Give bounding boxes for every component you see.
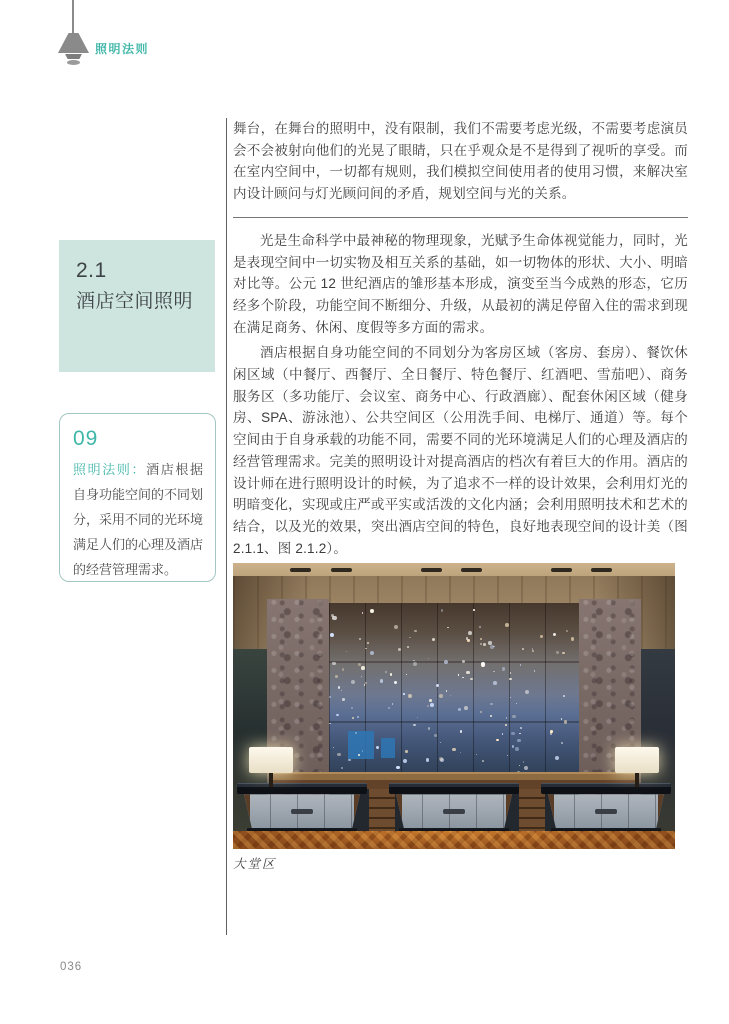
photo-desk-handle [443, 809, 465, 814]
sparkle-dot [571, 637, 575, 641]
sparkle-dot [362, 612, 363, 613]
photo-sparkle-dots [329, 603, 579, 781]
sparkle-dot [550, 732, 552, 734]
sparkle-dot [440, 742, 441, 743]
sparkle-dot [361, 666, 364, 669]
photo-desk-top [237, 783, 367, 794]
sparkle-dot [490, 645, 494, 649]
sparkle-dot [346, 651, 347, 652]
sparkle-dot [427, 705, 429, 707]
lighting-rule-callout [59, 413, 216, 582]
sparkle-dot [517, 739, 520, 742]
sparkle-dot [385, 671, 387, 673]
sparkle-dot [509, 678, 511, 680]
sparkle-dot [394, 625, 398, 629]
sparkle-dot [540, 635, 542, 637]
sparkle-dot [429, 699, 432, 702]
sparkle-dot [506, 717, 507, 718]
sparkle-dot [490, 715, 492, 717]
sparkle-dot [562, 652, 564, 654]
sparkle-dot [341, 767, 343, 769]
lamp-ring [63, 54, 84, 59]
photo-recessed-light [591, 568, 612, 572]
photo-reception-desk [241, 783, 363, 835]
sparkle-dot [460, 752, 461, 753]
sparkle-dot [333, 747, 334, 748]
sparkle-dot [473, 609, 475, 611]
photo-recessed-light [331, 568, 352, 572]
sparkle-dot [450, 695, 451, 696]
rule-text [73, 457, 203, 582]
section-title: 酒店空间照明 [76, 291, 194, 312]
photo-recessed-light [421, 568, 442, 572]
photo-drawer-cabinet [369, 789, 395, 833]
sparkle-dot [482, 760, 484, 762]
sparkle-dot [446, 690, 447, 691]
rule-label: 照明法则： [73, 462, 147, 477]
sparkle-dot [447, 627, 449, 629]
sparkle-dot [507, 755, 508, 756]
chapter-header-label: 照明法则 [95, 42, 150, 56]
hotel-lobby-photo [233, 563, 675, 849]
sparkle-dot [392, 703, 393, 704]
sparkle-dot [332, 662, 335, 665]
sparkle-dot [480, 711, 482, 713]
rule-number: 09 [73, 427, 99, 450]
sparkle-dot [357, 716, 359, 718]
sparkle-dot [426, 758, 429, 761]
sparkle-dot [479, 626, 481, 628]
section-separator-line [233, 217, 688, 218]
sparkle-dot [523, 761, 524, 762]
sparkle-dot [483, 643, 486, 646]
sparkle-dot [342, 668, 345, 671]
lamp-bulb [67, 60, 80, 65]
paragraph-hotel-zones: 酒店根据自身功能空间的不同划分为客房区域（客房、套房）、餐饮休闲区域（中餐厅、西餐厅、全日餐厅、特色餐厅、红酒吧、雪茄吧）、商务服务区（多功能厅、会议室、商务中心、行政酒廊）、配套休闲区域（健身房、SPA、游泳池）、公共空间区（公用洗手间、电梯厅、通道）等。每个空间由于自身承载的功能不同，需要不同的光环境满足人们的心理及酒店的经营管理需求。完美的照明设计对提高酒店的档次有着巨大的作用。酒店的设计师在进行照明设计的时候，为了追求不一样的设计效果，会利用灯光的明暗变化，实现或庄严或平实或活泼的文化内涵；会利用照明技术和艺术的结合，以及光的效果，突出酒店空间的特色，良好地表现空间的设计美（图 2.1.1、图 2.1.2）。 [233, 345, 688, 556]
sparkle-dot [520, 664, 522, 666]
sparkle-dot [458, 674, 460, 676]
sparkle-dot [351, 680, 355, 684]
sparkle-dot [564, 720, 567, 723]
sparkle-dot [452, 748, 456, 752]
sparkle-dot [388, 707, 390, 709]
photo-recessed-light [551, 568, 572, 572]
paragraph-stage-lighting: 舞台，在舞台的照明中，没有限制，我们不需要考虑光级，不需要考虑演员会不会被射向他们的光晃了眼睛，只在乎观众是不是得到了视听的享受。而在室内空间中，一切都有规则，我们模拟空间使用者的使用习惯，来解决室内设计顾问与灯光顾问间的矛盾，规划空间与光的关系。 [233, 121, 688, 202]
sparkle-dot [467, 639, 470, 642]
sparkle-dot [460, 730, 463, 733]
sparkle-dot [556, 651, 559, 654]
sparkle-dot [358, 754, 359, 755]
sparkle-dot [428, 727, 430, 729]
sparkle-dot [525, 690, 529, 694]
sparkle-dot [370, 609, 374, 613]
photo-caption: 大堂区 [233, 856, 277, 872]
sparkle-dot [336, 714, 339, 717]
sparkle-dot [515, 747, 519, 751]
sparkle-dot [409, 637, 410, 638]
sparkle-dot [466, 671, 470, 675]
sparkle-dot [519, 733, 521, 735]
sparkle-dot [376, 746, 379, 749]
photo-lamp-stem [269, 773, 273, 787]
sparkle-dot [367, 642, 369, 644]
sparkle-dot [380, 679, 383, 682]
sparkle-dot [365, 648, 367, 650]
sparkle-dot [390, 673, 392, 675]
photo-recessed-light [290, 568, 311, 572]
sparkle-dot [511, 732, 515, 736]
sparkle-dot [522, 648, 524, 650]
photo-reception-desk [545, 783, 667, 835]
sparkle-dot [432, 638, 435, 641]
sparkle-dot [396, 766, 399, 769]
sparkle-dot [520, 727, 522, 729]
photo-recessed-light [461, 568, 482, 572]
section-title-box [59, 240, 215, 372]
sparkle-dot [441, 609, 444, 612]
sparkle-dot [496, 739, 498, 741]
photo-lamp-stem [635, 773, 639, 787]
sparkle-dot [502, 667, 506, 671]
sparkle-dot [512, 745, 514, 747]
sparkle-dot [359, 638, 361, 640]
sparkle-dot [566, 630, 567, 631]
sparkle-dot [365, 682, 367, 684]
paragraph-light-science: 光是生命科学中最神秘的物理现象，光赋予生命体视觉能力，同时，光是表现空间中一切实物及相互关系的基础，如一切物体的形状、大小、明暗对比等。公元 12 世纪酒店的雏形基本形成，演变至当今成熟的形态，它历经多个阶段，功能空间不断细分、升级，从最初的满足停留入住的需求到现在满足商务、休闲、度假等多方面的需求。 [233, 232, 688, 335]
sparkle-dot [493, 681, 497, 685]
photo-desk-top [541, 783, 671, 794]
sparkle-dot [505, 724, 507, 726]
sparkle-dot [555, 756, 559, 760]
photo-desk-top [389, 783, 519, 794]
sparkle-dot [362, 750, 364, 752]
sparkle-dot [413, 662, 417, 666]
sparkle-dot [403, 693, 404, 694]
sparkle-dot [355, 732, 357, 734]
sparkle-dot [490, 703, 493, 706]
sparkle-dot [553, 633, 556, 636]
sparkle-dot [406, 674, 407, 675]
sparkle-dot [502, 733, 503, 734]
sparkle-dot [407, 646, 409, 648]
sparkle-dot [335, 675, 338, 678]
photo-drawer-cabinet [519, 789, 545, 833]
sparkle-dot [458, 708, 461, 711]
sparkle-dot [329, 723, 331, 725]
sparkle-dot [337, 753, 341, 757]
sparkle-dot [439, 694, 443, 698]
sparkle-dot [462, 660, 465, 663]
sparkle-dot [329, 696, 331, 698]
sparkle-dot [352, 717, 354, 719]
sparkle-dot [398, 648, 401, 651]
sparkle-dot [444, 660, 448, 664]
sparkle-dot [348, 759, 351, 762]
sparkle-dot [505, 623, 509, 627]
sparkle-dot [403, 759, 407, 763]
sparkle-dot [512, 715, 516, 719]
sparkle-dot [351, 707, 353, 709]
sparkle-dot [408, 694, 412, 698]
sparkle-dot [519, 765, 520, 766]
lamp-cord [72, 0, 74, 34]
sparkle-dot [480, 638, 482, 640]
main-text-column [233, 118, 688, 872]
page-number: 036 [60, 961, 83, 973]
sparkle-dot [414, 630, 416, 632]
photo-desk-handle [595, 809, 617, 814]
sparkle-dot [434, 734, 438, 738]
sparkle-dot [436, 684, 439, 687]
sparkle-dot [561, 718, 563, 720]
section-number: 2.1 [76, 259, 107, 282]
sparkle-dot [532, 650, 534, 652]
sparkle-dot [341, 690, 342, 691]
sparkle-dot [370, 651, 374, 655]
photo-table-lamp-left [249, 747, 293, 773]
sparkle-dot [364, 684, 365, 685]
sparkle-dot [338, 686, 341, 689]
sparkle-dot [470, 678, 472, 680]
lamp-shade [58, 33, 89, 53]
sparkle-dot [516, 703, 517, 704]
sparkle-dot [476, 754, 477, 755]
sparkle-dot [510, 697, 511, 698]
photo-desk-handle [291, 809, 313, 814]
column-divider [226, 118, 227, 935]
sparkle-dot [510, 672, 512, 674]
sparkle-dot [493, 671, 495, 673]
sparkle-dot [439, 757, 443, 761]
sparkle-dot [330, 633, 334, 637]
sparkle-dot [405, 750, 407, 752]
sparkle-dot [361, 676, 362, 677]
photo-parquet-floor [233, 831, 675, 849]
sparkle-dot [413, 724, 416, 727]
sparkle-dot [468, 631, 472, 635]
sparkle-dot [561, 742, 563, 744]
sparkle-dot [417, 717, 418, 718]
sparkle-dot [413, 660, 415, 662]
sparkle-dot [394, 681, 397, 684]
sparkle-dot [464, 706, 468, 710]
photo-reception-desk [393, 783, 515, 835]
sparkle-dot [332, 616, 336, 620]
sparkle-dot [524, 766, 528, 770]
sparkle-dot [462, 677, 464, 679]
sparkle-dot [480, 643, 482, 645]
rule-body: 酒店根据自身功能空间的不同划分，采用不同的光环境满足人们的心理及酒店的经营管理需求。 [73, 462, 204, 577]
photo-table-lamp-right [615, 747, 659, 773]
sparkle-dot [428, 658, 429, 659]
sparkle-dot [534, 670, 536, 672]
sparkle-dot [430, 703, 434, 707]
sparkle-dot [342, 698, 345, 701]
sparkle-dot [563, 695, 565, 697]
